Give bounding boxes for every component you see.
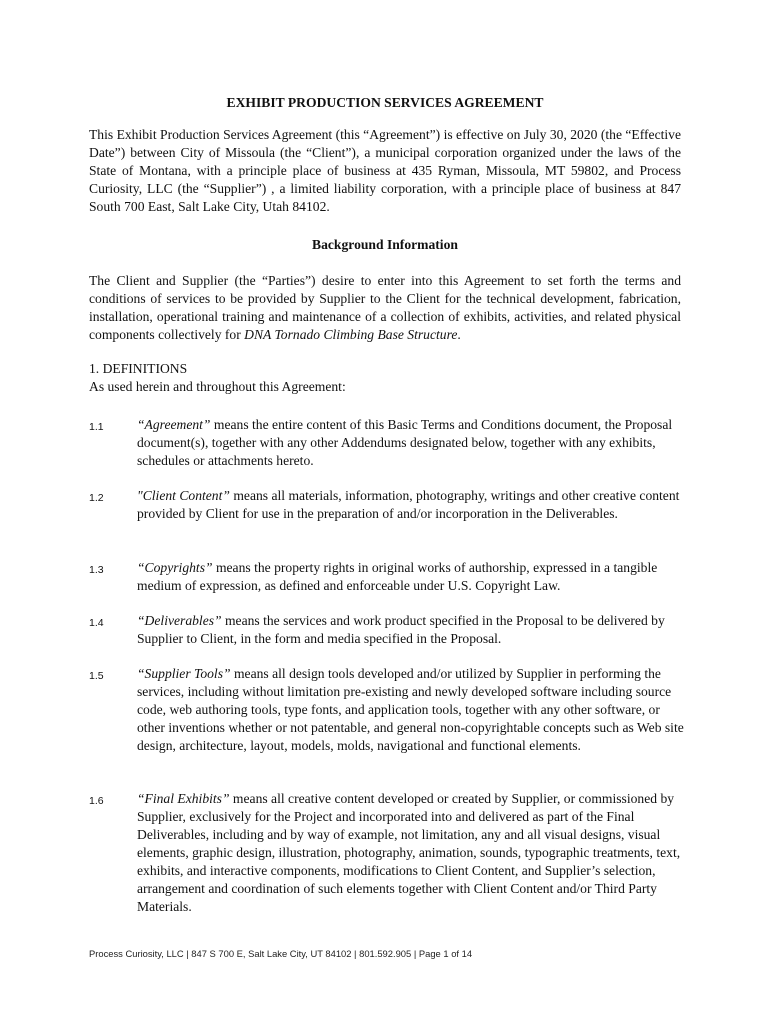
definition-text [137, 416, 685, 470]
definition-term: “Copyrights” [137, 560, 213, 575]
background-end: . [457, 327, 461, 342]
definition-number: 1.2 [89, 492, 104, 504]
definition-body: means all materials, information, photography, writings and other creative content provided by Client for use in the preparation of and/or incorporation in the Deliverables. [137, 488, 680, 521]
definition-body: means the entire content of this Basic Terms and Conditions document, the Proposal document(s), together with any other Addendums designated below, together with any exhibits, schedules or attachments hereto. [137, 417, 673, 468]
definition-text [137, 790, 685, 916]
definition-text [137, 612, 685, 648]
definition-body: means the property rights in original works of authorship, expressed in a tangible medium of expression, as defined and enforceable under U.S. Copyright Law. [137, 560, 658, 593]
definition-term: "Client Content” [137, 488, 230, 503]
definition-text [137, 487, 685, 523]
section-intro: As used herein and throughout this Agreement: [89, 379, 346, 394]
section-heading: 1. DEFINITIONS [89, 361, 188, 376]
definition-number: 1.5 [89, 670, 104, 682]
definition-term: “Deliverables” [137, 613, 222, 628]
definition-text [137, 559, 685, 595]
intro-paragraph: This Exhibit Production Services Agreement (this “Agreement”) is effective on July 30, 2020 (the “Effective Date”) between City of Missoula (the “Client”), a municipal corporation organized under the laws of the State of Montana, with a principle place of business at 435 Ryman, Missoula, MT 59802, and Process Curiosity, LLC (the “Supplier”) , a limited liability corporation, with a principle place of business at 847 South 700 East, Salt Lake City, Utah 84102. [89, 127, 681, 214]
definition-term: “Agreement” [137, 417, 211, 432]
page-footer: Process Curiosity, LLC | 847 S 700 E, Salt Lake City, UT 84102 | 801.592.905 | Page 1 of 14 [89, 948, 473, 959]
definition-number: 1.6 [89, 795, 104, 807]
definition-number: 1.1 [89, 421, 104, 433]
definition-number: 1.4 [89, 617, 104, 629]
definition-body: means all creative content developed or created by Supplier, or commissioned by Supplier, exclusively for the Project and incorporated into and delivered as part of the Final Deliverables, including and by way of example, not limitation, any and all visual designs, visual elements, graphic design, illustration, photography, animation, sounds, typographic treatments, text, exhibits, and interactive components, modifications to Client Content, and Supplier’s selection, arrangement and coordination of such elements together with Client Content and/or Third Party Materials. [137, 791, 681, 914]
definitions-section-header [89, 360, 681, 396]
background-text: The Client and Supplier (the “Parties”) desire to enter into this Agreement to set forth the terms and conditions of services to be provided by Supplier to the Client for the technical development, fabrication, installation, operational training and maintenance of a collection of exhibits, activities, and related physical components collectively for [89, 273, 681, 342]
definition-term: “Final Exhibits” [137, 791, 230, 806]
definition-body: means all design tools developed and/or utilized by Supplier in performing the services, including without limitation pre-existing and newly developed software including source code, web authoring tools, type fonts, and application tools, together with any other software, or other inventions whether or not patentable, and general non-copyrightable concepts such as Web site design, architecture, layout, models, molds, navigational and functional elements. [137, 666, 684, 753]
definition-body: means the services and work product specified in the Proposal to be delivered by Supplier to Client, in the form and media specified in the Proposal. [137, 613, 665, 646]
definition-text [137, 665, 685, 755]
definition-term: “Supplier Tools” [137, 666, 231, 681]
background-heading: Background Information [312, 237, 458, 252]
project-name: DNA Tornado Climbing Base Structure [244, 327, 458, 342]
document-title: EXHIBIT PRODUCTION SERVICES AGREEMENT [226, 95, 544, 110]
background-paragraph [89, 272, 681, 344]
definition-number: 1.3 [89, 564, 104, 576]
